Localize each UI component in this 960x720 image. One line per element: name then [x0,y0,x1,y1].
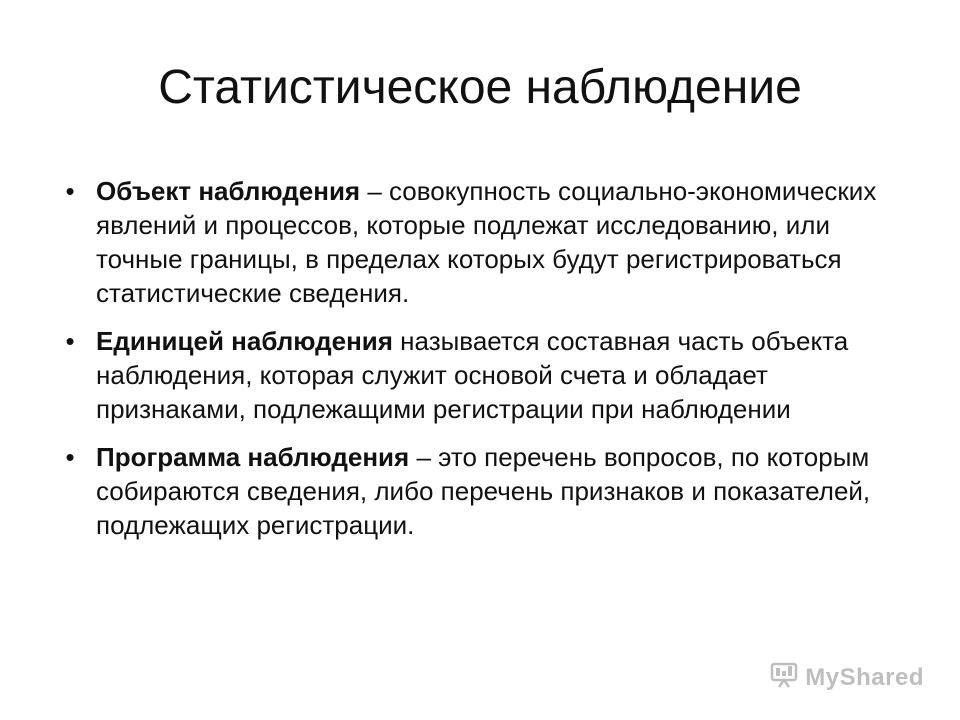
bullet-term: Единицей наблюдения [96,326,393,356]
watermark-text: MyShared [805,663,924,691]
watermark [769,661,924,694]
bullet-text: – совокупность социально-экономических явлений и процессов, которые подлежат исследованию, или точные границы, в пределах которых будут регистрироваться статистические сведения. [96,176,877,308]
bullet-list [60,174,920,556]
bullet-item-program [60,440,920,542]
bullet-item-object [60,174,920,310]
bullet-dot: • [65,326,75,356]
presentation-board-icon [769,661,799,694]
bullet-item-unit [60,324,920,426]
bullet-term: Объект наблюдения [96,176,361,206]
bullet-dot: • [65,442,75,472]
bullet-text: – это перечень вопросов, по которым собираются сведения, либо перечень признаков и показателей, подлежащих регистрации. [96,442,871,540]
slide-title: Статистическое наблюдение [158,61,802,114]
bullet-dot: • [65,176,75,206]
bullet-text: называется составная часть объекта наблюдения, которая служит основой счета и обладает признаками, подлежащими регистрации при наблюдении [96,326,849,424]
bullet-term: Программа наблюдения [96,442,410,472]
